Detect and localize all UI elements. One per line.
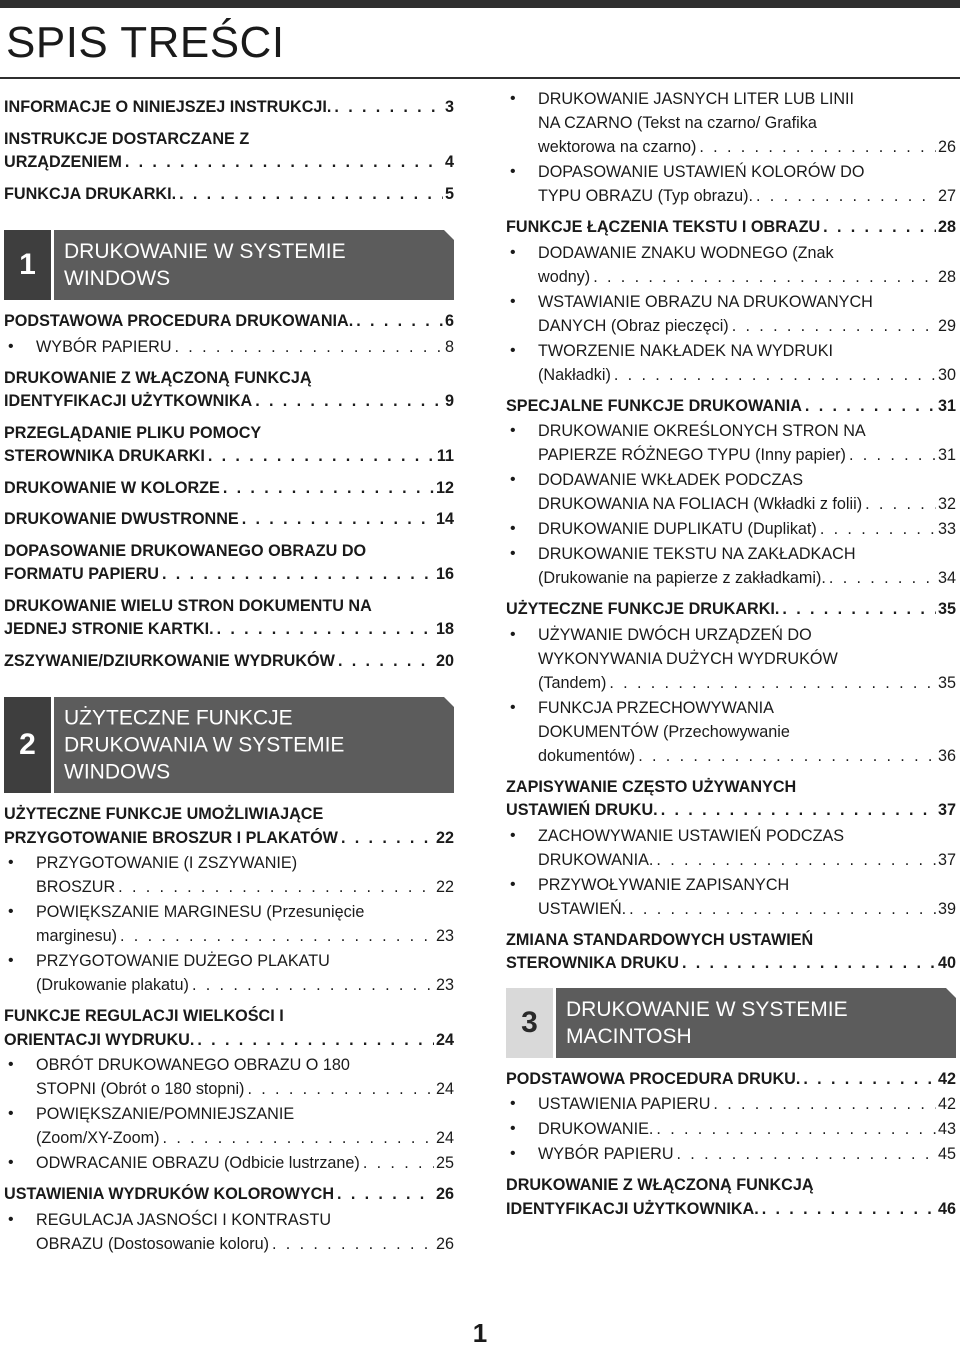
toc-entry-text: DRUKOWANIE TEKSTU NA ZAKŁADKACH [538, 545, 856, 563]
toc-entry-text: IDENTYFIKACJI UŻYTKOWNIKA. [506, 1199, 759, 1218]
dot-leader [363, 1151, 434, 1175]
dot-leader [629, 897, 936, 921]
toc-page-number: 24 [435, 1129, 454, 1147]
bullet-icon: • [510, 341, 516, 359]
toc-entry-text: DRUKOWANIE W KOLORZE [4, 478, 220, 497]
toc-group [4, 310, 454, 673]
toc-entry-text: NA CZARNO (Tekst na czarno/ Grafika [538, 114, 817, 132]
dot-leader [162, 563, 434, 587]
toc-page-number: 24 [435, 1080, 454, 1098]
toc-entry-text: FUNKCJA PRZECHOWYWANIA [538, 698, 774, 717]
toc-section-entry[interactable] [506, 929, 956, 976]
toc-subsection-entry[interactable] [4, 1102, 454, 1150]
toc-page-number: 37 [937, 801, 956, 819]
bullet-icon: • [510, 520, 516, 537]
toc-section-entry[interactable] [4, 1005, 454, 1052]
bullet-icon: • [510, 471, 516, 488]
chapter-title-line: UŻYTECZNE FUNKCJE [64, 706, 293, 730]
chapter-title-line: WINDOWS [64, 267, 171, 290]
bullet-icon: • [8, 952, 14, 969]
dot-leader [805, 395, 936, 419]
toc-entry-text: marginesu) [36, 927, 117, 945]
toc-subsection-entry[interactable] [506, 873, 956, 921]
toc-subsection-entry[interactable] [506, 542, 956, 590]
toc-page-number: 23 [435, 976, 454, 994]
toc-subsection-entry[interactable] [506, 1092, 956, 1116]
toc-page-number: 45 [937, 1145, 956, 1163]
bullet-icon: • [8, 854, 14, 871]
toc-page-number: 9 [444, 392, 454, 410]
toc-page-number: 40 [937, 954, 956, 972]
toc-entry-text: ZSZYWANIE/DZIURKOWANIE WYDRUKÓW [4, 651, 335, 670]
toc-entry-text: ZAPISYWANIE CZĘSTO UŻYWANYCH [506, 777, 797, 796]
bullet-icon: • [8, 1154, 14, 1171]
toc-entry-text: STOPNI (Obrót o 180 stopni) [36, 1080, 245, 1098]
toc-entry-text: WYBÓR PAPIERU [36, 337, 172, 356]
toc-entry-text: PRZYWOŁYWANIE ZAPISANYCH [538, 875, 790, 894]
toc-entry-text: PAPIERZE RÓŻNEGO TYPU (Inny papier) [538, 446, 846, 464]
toc-section-entry[interactable] [506, 776, 956, 823]
toc-entry-text: IDENTYFIKACJI UŻYTKOWNIKA [4, 392, 253, 410]
toc-section-entry[interactable] [506, 395, 956, 419]
toc-entry-text: POWIĘKSZANIE/POMNIEJSZANIE [36, 1105, 295, 1123]
toc-entry-text: OBRAZU (Dostosowanie koloru) [36, 1234, 269, 1253]
toc-subsection-entry[interactable] [506, 241, 956, 289]
dot-leader [614, 363, 936, 387]
toc-entry-text: FUNKCJA DRUKARKI. [4, 184, 177, 203]
toc-section-entry[interactable] [4, 128, 454, 175]
bullet-icon: • [510, 243, 516, 261]
toc-entry-text: ODWRACANIE OBRAZU (Odbicie lustrzane) [36, 1154, 360, 1172]
toc-entry-text: JEDNEJ STRONIE KARTKI. [4, 620, 214, 638]
chapter-number: 2 [4, 697, 54, 793]
toc-page-number: 11 [436, 447, 454, 465]
toc-subsection-entry[interactable] [4, 900, 454, 948]
toc-page-number: 22 [435, 828, 454, 847]
toc-section-entry[interactable] [4, 540, 454, 587]
toc-section-entry[interactable] [4, 183, 454, 207]
toc-subsection-entry[interactable] [506, 290, 956, 338]
bullet-icon: • [8, 1056, 14, 1073]
dot-leader [820, 517, 936, 541]
toc-page-number: 35 [937, 673, 956, 692]
bullet-icon: • [510, 625, 516, 643]
toc-subsection-entry[interactable] [4, 851, 454, 899]
dot-leader [163, 1126, 434, 1150]
dot-leader [223, 477, 434, 501]
dot-leader [682, 952, 936, 976]
toc-page-number: 39 [937, 899, 956, 918]
toc-group [506, 1068, 956, 1222]
toc-section-entry[interactable] [4, 803, 454, 850]
chapter-title-line: DRUKOWANIE W SYSTEMIE [64, 240, 346, 263]
toc-entry-text: PRZYGOTOWANIE DUŻEGO PLAKATU [36, 952, 330, 970]
toc-entry-text: (Drukowanie plakatu) [36, 976, 189, 994]
toc-subsection-entry[interactable] [506, 1142, 956, 1166]
dot-leader [192, 973, 434, 997]
chapter-number: 3 [506, 988, 556, 1058]
toc-entry-text: DRUKOWANIE Z WŁĄCZONĄ FUNKCJĄ [506, 1176, 814, 1194]
top-rule [0, 0, 960, 8]
dot-leader [762, 1198, 936, 1222]
toc-page-number: 25 [435, 1154, 454, 1172]
toc-entry-text: DODAWANIE WKŁADEK PODCZAS [538, 471, 804, 489]
dot-leader [334, 96, 443, 120]
dot-leader [756, 184, 936, 208]
chapter-2-banner[interactable] [4, 697, 454, 793]
toc-entry-text: UŻYTECZNE FUNKCJE DRUKARKI. [506, 600, 780, 618]
toc-page-number: 30 [937, 365, 956, 384]
toc-entry-text: INSTRUKCJE DOSTARCZANE Z [4, 129, 250, 148]
toc-entry-text: TYPU OBRAZU (Typ obrazu). [538, 187, 753, 205]
toc-entry-text: INFORMACJE O NINIEJSZEJ INSTRUKCJI. [4, 98, 332, 116]
toc-entry-text: STEROWNIKA DRUKARKI [4, 447, 205, 465]
dot-leader [208, 445, 435, 469]
toc-subsection-entry[interactable] [4, 1053, 454, 1101]
bullet-icon: • [8, 337, 14, 355]
toc-entry-text: DRUKOWANIE DUPLIKATU (Duplikat) [538, 520, 817, 538]
toc-page-number: 28 [937, 267, 956, 286]
toc-page-number: 36 [937, 746, 956, 765]
bullet-icon: • [8, 1210, 14, 1228]
chapter-1-banner[interactable] [4, 230, 454, 300]
dot-leader [120, 924, 434, 948]
toc-page-number: 3 [444, 98, 454, 116]
toc-entry-text: URZĄDZENIEM [4, 153, 122, 171]
dot-leader [656, 1117, 936, 1141]
toc-section-entry[interactable] [506, 1174, 956, 1221]
toc-entry-text: WSTAWIANIE OBRAZU NA DRUKOWANYCH [538, 292, 873, 311]
toc-page-number: 26 [435, 1234, 454, 1253]
toc-entry-text: UŻYWANIE DWÓCH URZĄDZEŃ DO [538, 625, 812, 644]
toc-entry-text: POWIĘKSZANIE MARGINESU (Przesunięcie [36, 903, 365, 921]
toc-page-number: 32 [937, 495, 956, 513]
toc-entry-text: DRUKOWANIE OKREŚLONYCH STRON NA [538, 422, 866, 440]
dot-leader [713, 1092, 936, 1116]
toc-page-number: 33 [937, 520, 956, 538]
dot-leader [242, 508, 434, 532]
toc-page-number: 26 [937, 138, 956, 156]
dot-leader [638, 744, 936, 768]
toc-section-entry[interactable] [4, 595, 454, 642]
toc-page-number: 20 [435, 651, 454, 670]
chapter-3-banner[interactable] [506, 988, 956, 1058]
toc-entry-text: ORIENTACJI WYDRUKU. [4, 1030, 195, 1049]
toc-entry-text: FORMATU PAPIERU [4, 565, 159, 583]
toc-entry-text: SPECJALNE FUNKCJE DRUKOWANIA [506, 396, 802, 415]
toc-section-entry[interactable] [4, 367, 454, 414]
dot-leader [337, 1183, 434, 1207]
dot-leader [197, 1029, 434, 1053]
dot-leader [341, 827, 434, 851]
page-number: 1 [472, 1318, 488, 1348]
chapter-title [64, 705, 444, 786]
toc-entry-text: (Zoom/XY-Zoom) [36, 1129, 160, 1147]
toc-subsection-entry[interactable] [506, 160, 956, 208]
dot-leader [247, 1077, 434, 1101]
toc-entry-text: WYBÓR PAPIERU [538, 1145, 674, 1163]
toc-section-entry[interactable] [4, 508, 454, 532]
dot-leader [118, 875, 434, 899]
toc-subsection-entry[interactable] [506, 87, 956, 159]
toc-page-number: 6 [444, 312, 454, 330]
toc-page-number: 35 [937, 600, 956, 618]
page-title: SPIS TREŚCI [6, 18, 285, 67]
dot-leader [272, 1232, 434, 1256]
dot-leader [677, 1142, 936, 1166]
toc-entry-text: PRZYGOTOWANIE BROSZUR I PLAKATÓW [4, 828, 338, 847]
toc-section-entry[interactable] [4, 1183, 454, 1207]
toc-subsection-entry[interactable] [506, 419, 956, 467]
toc-entry-text: DRUKOWANIE JASNYCH LITER LUB LINII [538, 90, 855, 108]
toc-section-entry[interactable] [506, 216, 956, 240]
toc-entry-text: PODSTAWOWA PROCEDURA DRUKU. [506, 1069, 801, 1088]
bullet-icon: • [510, 1145, 516, 1162]
toc-page-number: 46 [937, 1199, 956, 1218]
toc-right-column [506, 86, 956, 1221]
toc-entry-text: USTAWIENIA WYDRUKÓW KOLOROWYCH [4, 1185, 335, 1203]
toc-page-number: 18 [435, 620, 454, 638]
toc-entry-text: wektorowa na czarno) [538, 138, 697, 156]
bullet-icon: • [510, 163, 516, 180]
toc-entry-text: USTAWIEŃ DRUKU. [506, 801, 658, 819]
dot-leader [699, 135, 936, 159]
toc-section-entry[interactable] [506, 598, 956, 622]
toc-page-number: 8 [444, 337, 454, 356]
dot-leader [803, 1068, 936, 1092]
toc-page-number: 5 [444, 184, 454, 203]
toc-entry-text: PRZYGOTOWANIE (I ZSZYWANIE) [36, 854, 298, 872]
toc-subsection-entry[interactable] [506, 696, 956, 768]
toc-page-number: 23 [435, 927, 454, 945]
toc-page-number: 22 [435, 878, 454, 896]
toc-page-number: 34 [937, 569, 956, 587]
toc-page-number: 43 [937, 1120, 956, 1138]
toc-entry-text: (Nakładki) [538, 365, 611, 384]
toc-entry-text: FUNKCJE ŁĄCZENIA TEKSTU I OBRAZU [506, 218, 821, 236]
dot-leader [865, 492, 936, 516]
toc-page-number: 31 [937, 396, 956, 415]
toc-entry-text: DRUKOWANIE Z WŁĄCZONĄ FUNKCJĄ [4, 368, 312, 387]
dot-leader [593, 265, 936, 289]
toc-entry-text: wodny) [538, 267, 591, 286]
toc-entry-text: ZACHOWYWANIE USTAWIEŃ PODCZAS [538, 826, 845, 845]
toc-entry-text: USTAWIENIA PAPIERU [538, 1095, 711, 1113]
toc-left-column [4, 86, 454, 1256]
toc-entry-text: DODAWANIE ZNAKU WODNEGO (Znak [538, 243, 834, 262]
bullet-icon: • [510, 292, 516, 310]
chapter-title-line: DRUKOWANIE W SYSTEMIE [566, 997, 848, 1021]
dot-leader [609, 671, 936, 695]
toc-subsection-entry[interactable] [506, 517, 956, 541]
chapter-title-line: DRUKOWANIA W SYSTEMIE [64, 733, 345, 757]
bullet-icon: • [510, 1095, 516, 1112]
dot-leader [338, 650, 434, 674]
toc-entry-text: USTAWIEŃ. [538, 899, 627, 918]
toc-page-number: 29 [937, 316, 956, 335]
toc-page-number: 4 [444, 153, 454, 171]
bullet-icon: • [510, 90, 516, 107]
toc-entry-text: DRUKOWANIE DWUSTRONNE [4, 510, 239, 528]
chapter-title-line: MACINTOSH [566, 1024, 692, 1048]
toc-section-entry[interactable] [4, 422, 454, 469]
chapter-title [566, 996, 946, 1050]
bullet-icon: • [8, 903, 14, 920]
toc-group [506, 87, 956, 976]
toc-group [4, 96, 454, 206]
toc-section-entry[interactable] [4, 650, 454, 674]
toc-group [4, 803, 454, 1256]
toc-entry-text: PRZEGLĄDANIE PLIKU POMOCY [4, 423, 262, 442]
toc-entry-text: OBRÓT DRUKOWANEGO OBRAZU O 180 [36, 1056, 350, 1074]
bullet-icon: • [510, 1120, 516, 1137]
toc-entry-text: dokumentów) [538, 746, 636, 765]
dot-leader [179, 183, 443, 207]
bullet-icon: • [510, 422, 516, 439]
toc-subsection-entry[interactable] [4, 949, 454, 997]
toc-entry-text: STEROWNIKA DRUKU [506, 954, 679, 972]
dot-leader [255, 390, 443, 414]
toc-subsection-entry[interactable] [506, 623, 956, 695]
toc-entry-text: DOPASOWANIE DRUKOWANEGO OBRAZU DO [4, 541, 367, 560]
toc-entry-text: BROSZUR [36, 878, 116, 896]
chapter-title [64, 238, 444, 292]
toc-entry-text: PODSTAWOWA PROCEDURA DRUKOWANIA. [4, 312, 354, 330]
toc-entry-text: DRUKOWANIE. [538, 1120, 654, 1138]
toc-page-number: 14 [435, 510, 454, 528]
title-rule [0, 77, 960, 79]
toc-subsection-entry[interactable] [506, 339, 956, 387]
toc-page-number: 42 [937, 1069, 956, 1088]
toc-entry-text: FUNKCJE REGULACJI WIELKOŚCI I [4, 1007, 284, 1025]
bullet-icon: • [510, 875, 516, 893]
toc-page-number: 26 [435, 1185, 454, 1203]
toc-page-number: 24 [435, 1030, 454, 1049]
toc-section-entry[interactable] [4, 96, 454, 120]
toc-page-number: 28 [937, 218, 956, 236]
toc-entry-text: WYKONYWANIA DUŻYCH WYDRUKÓW [538, 649, 838, 668]
toc-section-entry[interactable] [506, 1068, 956, 1092]
toc-page-number: 42 [937, 1095, 956, 1113]
toc-subsection-entry[interactable] [506, 1117, 956, 1141]
toc-entry-text: DANYCH (Obraz pieczęci) [538, 316, 729, 335]
bullet-icon: • [510, 826, 516, 844]
toc-page-number: 12 [435, 478, 454, 497]
dot-leader [829, 566, 936, 590]
toc-page-number: 27 [937, 187, 956, 205]
toc-entry-text: DRUKOWANIA. [538, 850, 654, 869]
toc-subsection-entry[interactable] [506, 468, 956, 516]
toc-subsection-entry[interactable] [506, 824, 956, 872]
toc-entry-text: (Drukowanie na papierze z zakładkami). [538, 569, 826, 587]
dot-leader [656, 848, 936, 872]
toc-entry-text: DRUKOWANIE WIELU STRON DOKUMENTU NA [4, 596, 372, 615]
dot-leader [732, 314, 936, 338]
bullet-icon: • [510, 698, 516, 716]
toc-entry-text: ZMIANA STANDARDOWYCH USTAWIEŃ [506, 930, 814, 949]
dot-leader [175, 335, 443, 359]
dot-leader [661, 799, 936, 823]
dot-leader [356, 310, 443, 334]
dot-leader [782, 598, 936, 622]
dot-leader [823, 216, 936, 240]
bullet-icon: • [8, 1105, 14, 1122]
toc-entry-text: DOPASOWANIE USTAWIEŃ KOLORÓW DO [538, 163, 865, 181]
dot-leader [217, 618, 434, 642]
toc-subsection-entry[interactable] [4, 1151, 454, 1175]
bullet-icon: • [510, 545, 516, 562]
toc-entry-text: DOKUMENTÓW (Przechowywanie [538, 722, 790, 741]
toc-page-number: 37 [937, 850, 956, 869]
toc-subsection-entry[interactable] [4, 335, 454, 359]
toc-section-entry[interactable] [4, 310, 454, 334]
dot-leader [849, 443, 936, 467]
toc-section-entry[interactable] [4, 477, 454, 501]
toc-subsection-entry[interactable] [4, 1208, 454, 1256]
toc-entry-text: (Tandem) [538, 673, 607, 692]
chapter-title-line: WINDOWS [64, 760, 171, 784]
toc-entry-text: TWORZENIE NAKŁADEK NA WYDRUKI [538, 341, 834, 360]
toc-page-number: 16 [435, 565, 454, 583]
toc-entry-text: DRUKOWANIA NA FOLIACH (Wkładki z folii) [538, 495, 863, 513]
toc-page-number: 31 [937, 446, 956, 464]
toc-entry-text: REGULACJA JASNOŚCI I KONTRASTU [36, 1210, 332, 1229]
dot-leader [125, 151, 443, 175]
toc-entry-text: UŻYTECZNE FUNKCJE UMOŻLIWIAJĄCE [4, 805, 324, 823]
chapter-number: 1 [4, 230, 54, 300]
